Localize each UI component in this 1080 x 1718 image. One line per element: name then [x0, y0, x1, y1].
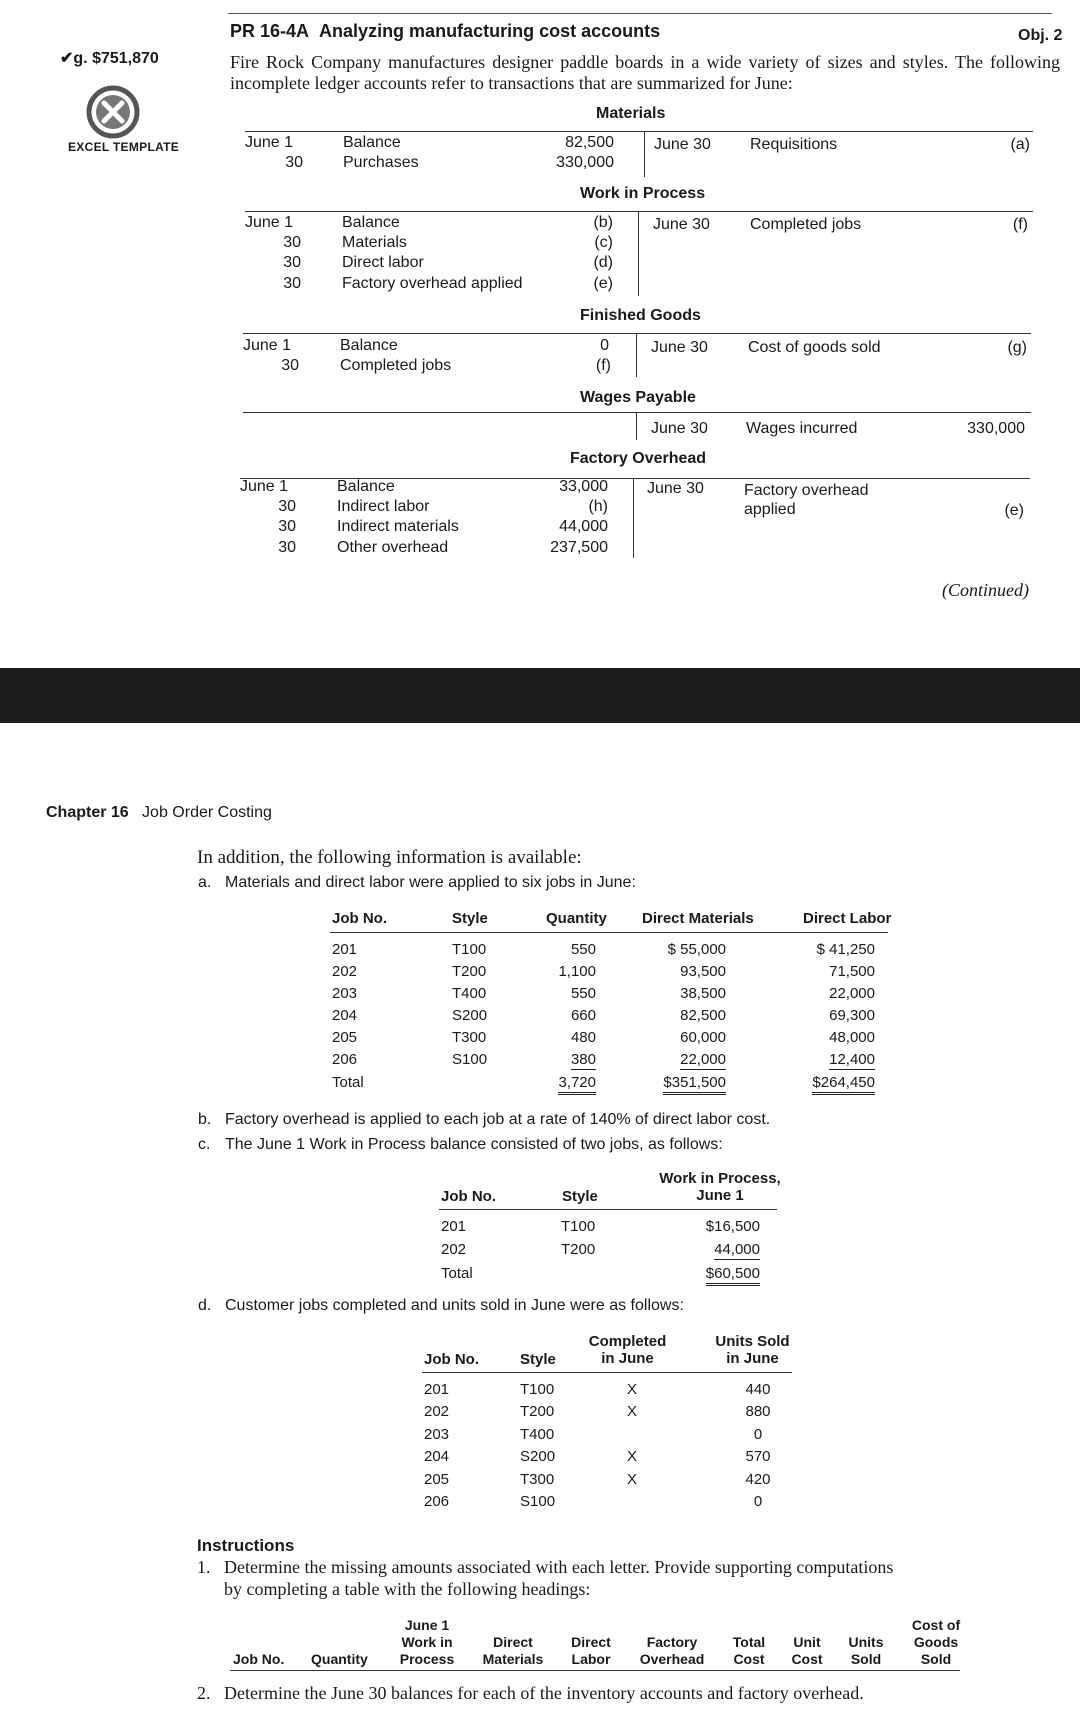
cell-wip-june1: 44,000 [714, 1241, 760, 1258]
cell-units-sold: 440 [745, 1380, 771, 1398]
cell-direct-materials: 82,500 [680, 1006, 726, 1024]
table-row [424, 1378, 842, 1401]
heading-fo-line2: Overhead [639, 1651, 705, 1667]
item-a-letter: a. [198, 874, 212, 891]
cell-total-direct-materials: $351,500 [663, 1074, 726, 1095]
ledger-amount: (d) [593, 254, 613, 271]
table-c [441, 1215, 760, 1285]
chapter-header [46, 804, 272, 822]
table-c-header-rule [439, 1209, 777, 1210]
cell-style: T400 [520, 1425, 555, 1443]
cell-style: T300 [452, 1028, 487, 1046]
excel-template-icon[interactable] [86, 85, 140, 139]
table-d-header: Units Sold [715, 1333, 790, 1350]
instructions-title: Instructions [197, 1536, 295, 1555]
ledger-amount: (a) [1010, 136, 1030, 153]
heading-wip-line3: Process [399, 1651, 455, 1667]
cell-direct-labor: 22,000 [829, 984, 875, 1002]
ledger-amount: (h) [588, 498, 608, 515]
ledger-desc: Cost of goods sold [748, 339, 881, 356]
account-title-wages-payable: Wages Payable [580, 389, 696, 406]
table-row [424, 1446, 842, 1469]
table-row [332, 1004, 875, 1026]
table-a-header: Job No. [332, 910, 387, 927]
table-row [424, 1468, 842, 1491]
cell-job-no: 203 [332, 984, 358, 1002]
ledger-desc: Balance [337, 478, 395, 495]
t-account-divider [638, 211, 639, 296]
ledger-date: 30 [278, 498, 296, 515]
heading-total-line2: Cost [733, 1651, 765, 1667]
table-c-header: Job No. [441, 1188, 496, 1205]
ledger-desc: Purchases [343, 154, 419, 171]
t-account-line [243, 333, 1031, 334]
heading-wip-line2: Work in [401, 1634, 453, 1650]
heading-wip-line1: June 1 [404, 1617, 450, 1633]
account-title-factory-overhead: Factory Overhead [570, 450, 707, 467]
ledger-desc: Indirect labor [337, 498, 430, 515]
cell-style: S200 [452, 1006, 488, 1024]
ledger-desc: Direct labor [342, 254, 424, 271]
heading-dm-line2: Materials [482, 1651, 544, 1667]
table-d [424, 1378, 842, 1513]
ledger-date: June 30 [653, 216, 710, 233]
chapter-title: Job Order Costing [142, 804, 272, 821]
table-a-header: Style [452, 910, 488, 927]
instruction-2-number: 2. [197, 1683, 211, 1703]
ledger-date: June 30 [654, 136, 711, 153]
ledger-amount: 82,500 [565, 134, 614, 151]
cell-completed: X [626, 1470, 637, 1488]
problem-title: Analyzing manufacturing cost accounts [319, 21, 661, 41]
cell-job-no: 201 [424, 1380, 450, 1398]
cell-completed: X [626, 1448, 637, 1466]
ledger-date: June 30 [651, 420, 708, 437]
cell-total-label: Total [332, 1073, 364, 1091]
table-row [332, 1026, 875, 1048]
instruction-1-line1: Determine the missing amounts associated with each letter. Provide supporting computations [224, 1557, 894, 1577]
cell-style: T100 [520, 1380, 555, 1398]
ledger-desc: Balance [343, 134, 401, 151]
cell-units-sold: 0 [753, 1425, 763, 1443]
table-row [332, 1048, 875, 1070]
cell-style: T200 [520, 1403, 555, 1421]
cell-quantity: 380 [570, 1050, 596, 1068]
ledger-amount: (g) [1007, 339, 1027, 356]
item-c-letter: c. [198, 1136, 211, 1153]
cell-job-no: 203 [424, 1425, 450, 1443]
cell-direct-labor: 71,500 [829, 962, 875, 980]
table-c-header: Style [562, 1188, 598, 1205]
ledger-desc: Wages incurred [746, 420, 858, 437]
ledger-desc: Balance [340, 337, 398, 354]
item-d-text: Customer jobs completed and units sold in June were as follows: [225, 1297, 684, 1314]
problem-id: PR 16-4A [230, 21, 310, 41]
top-rule [228, 13, 1052, 14]
cell-units-sold: 570 [745, 1448, 771, 1466]
cell-quantity: 480 [570, 1028, 596, 1046]
table-row [424, 1491, 842, 1514]
item-d-letter: d. [198, 1297, 212, 1314]
cell-job-no: 202 [424, 1403, 450, 1421]
continued-label: (Continued) [942, 580, 1029, 600]
cell-style: S100 [452, 1050, 488, 1068]
t-account-line [243, 412, 1031, 413]
cell-units-sold: 0 [753, 1493, 763, 1511]
cell-units-sold: 420 [745, 1470, 771, 1488]
t-account-divider [633, 478, 634, 558]
cell-job-no: 206 [332, 1050, 358, 1068]
table-d-header: in June [726, 1350, 779, 1367]
cell-direct-materials: 60,000 [680, 1028, 726, 1046]
cell-completed [590, 1491, 674, 1514]
item-a-text: Materials and direct labor were applied to six jobs in June: [225, 874, 636, 891]
headings-rule [230, 1670, 960, 1671]
table-row [441, 1238, 760, 1261]
table-row [441, 1215, 760, 1238]
cell-wip-june1: $16,500 [705, 1218, 760, 1235]
ledger-date: 30 [278, 539, 296, 556]
cell-quantity: 550 [570, 940, 596, 958]
cell-completed: X [626, 1380, 637, 1398]
heading-fo-line1: Factory [646, 1634, 698, 1650]
ledger-amount: 44,000 [559, 518, 608, 535]
table-row [424, 1423, 842, 1446]
cell-direct-materials: 38,500 [680, 984, 726, 1002]
cell-completed: X [626, 1403, 637, 1421]
cell-job-no: 204 [424, 1448, 450, 1466]
ledger-date: June 30 [647, 480, 704, 497]
cell-job-no: 205 [332, 1028, 358, 1046]
table-a-header: Direct Labor [803, 910, 892, 927]
cell-total-direct-labor: $264,450 [812, 1074, 875, 1095]
ledger-desc: Indirect materials [337, 518, 459, 535]
ledger-date: 30 [285, 154, 303, 171]
cell-quantity: 660 [570, 1006, 596, 1024]
table-c-header: June 1 [696, 1187, 744, 1204]
ledger-desc: Requisitions [750, 136, 838, 153]
ledger-desc: Other overhead [337, 539, 449, 556]
cell-direct-materials: 93,500 [680, 962, 726, 980]
page-divider-band [0, 668, 1080, 723]
heading-job-no: Job No. [233, 1651, 285, 1667]
ledger-desc: Materials [342, 234, 407, 251]
cell-direct-materials: 22,000 [680, 1050, 726, 1068]
cell-completed [590, 1423, 674, 1446]
cell-total-wip: $60,500 [706, 1265, 760, 1286]
cell-job-no: 202 [332, 962, 358, 980]
cell-job-no: 202 [441, 1241, 467, 1258]
heading-unit-line2: Cost [791, 1651, 823, 1667]
cell-quantity: 550 [570, 984, 596, 1002]
t-account-divider [644, 131, 645, 177]
table-row [332, 982, 875, 1004]
ledger-amount: (f) [1012, 216, 1028, 233]
ledger-amount: 330,000 [556, 154, 614, 171]
cell-direct-labor: 12,400 [829, 1050, 875, 1068]
cell-style: T200 [452, 962, 487, 980]
ledger-date: 30 [283, 275, 301, 292]
heading-cogs-line3: Sold [920, 1651, 952, 1667]
heading-quantity: Quantity [311, 1651, 368, 1667]
instruction-2-text: Determine the June 30 balances for each of the inventory accounts and factory overhead. [224, 1683, 864, 1703]
cell-style: T100 [452, 940, 487, 958]
ledger-amount: 330,000 [967, 420, 1025, 437]
answer-hint: ✔g. $751,870 [60, 50, 159, 67]
cell-job-no: 201 [332, 940, 358, 958]
ledger-desc: applied [744, 501, 796, 518]
cell-style: T300 [520, 1470, 555, 1488]
cell-direct-labor: 48,000 [829, 1028, 875, 1046]
table-c-header: Work in Process, [659, 1170, 781, 1187]
chapter-number: Chapter 16 [46, 804, 129, 821]
cell-style: S100 [520, 1493, 556, 1511]
table-row [332, 960, 875, 982]
ledger-desc: Completed jobs [750, 216, 862, 233]
cell-total-quantity: 3,720 [558, 1074, 596, 1095]
cell-total-label: Total [441, 1264, 473, 1282]
cell-direct-materials: $ 55,000 [667, 940, 726, 958]
table-a-header: Direct Materials [642, 910, 754, 927]
cell-job-no: 204 [332, 1006, 358, 1024]
heading-unit-line1: Unit [793, 1634, 821, 1650]
heading-cogs-line2: Goods [913, 1634, 959, 1650]
ledger-amount: 33,000 [559, 478, 608, 495]
ledger-desc: Balance [342, 214, 400, 231]
table-d-header-rule [422, 1372, 792, 1373]
ledger-date: 30 [283, 254, 301, 271]
account-title-wip: Work in Process [580, 185, 706, 202]
ledger-date: June 1 [243, 337, 292, 354]
cell-style: T400 [452, 984, 487, 1002]
heading-units-sold-line2: Sold [850, 1651, 882, 1667]
cell-job-no: 205 [424, 1470, 450, 1488]
ledger-date: June 30 [651, 339, 708, 356]
heading-dm-line1: Direct [493, 1634, 533, 1650]
cell-style: S200 [520, 1448, 556, 1466]
info-intro: In addition, the following information is available: [197, 847, 582, 868]
objective-label: Obj. 2 [1018, 27, 1063, 44]
heading-dl-line1: Direct [571, 1634, 611, 1650]
account-title-finished-goods: Finished Goods [580, 307, 701, 324]
ledger-date: June 1 [245, 134, 294, 151]
cell-job-no: 201 [441, 1218, 467, 1235]
ledger-amount: (c) [594, 234, 613, 251]
account-title-materials: Materials [596, 105, 666, 122]
ledger-amount: 237,500 [550, 539, 608, 556]
table-d-header: Job No. [424, 1351, 479, 1368]
table-d-header: Style [520, 1351, 556, 1368]
ledger-date: 30 [283, 234, 301, 251]
item-c-text: The June 1 Work in Process balance consisted of two jobs, as follows: [225, 1136, 723, 1153]
t-account-divider [636, 333, 637, 377]
cell-units-sold: 880 [745, 1403, 771, 1421]
table-total-row [441, 1261, 760, 1285]
instruction-1-number: 1. [197, 1557, 211, 1577]
ledger-amount: (f) [595, 357, 611, 374]
ledger-amount: 0 [600, 337, 609, 354]
ledger-desc: Factory overhead applied [342, 275, 523, 292]
table-a-header: Quantity [546, 910, 607, 927]
cell-direct-labor: $ 41,250 [816, 940, 875, 958]
heading-total-line1: Total [732, 1634, 766, 1650]
cell-style: T200 [561, 1241, 596, 1258]
table-total-row [332, 1070, 875, 1094]
cell-style: T100 [561, 1218, 596, 1235]
cell-quantity: 1,100 [558, 962, 596, 980]
ledger-desc: Factory overhead [744, 482, 869, 499]
item-b-text: Factory overhead is applied to each job at a rate of 140% of direct labor cost. [225, 1111, 771, 1128]
heading-cogs-line1: Cost of [911, 1617, 961, 1633]
t-account-line [245, 131, 1033, 132]
table-row [332, 938, 875, 960]
excel-template-label: EXCEL TEMPLATE [68, 140, 180, 154]
intro-text: Fire Rock Company manufactures designer paddle boards in a wide variety of sizes and styles. The following incomplete ledger accounts refer to transactions that are summarized for June: [230, 52, 1060, 93]
item-b-letter: b. [198, 1111, 212, 1128]
table-d-header: in June [601, 1350, 654, 1367]
ledger-date: June 1 [240, 478, 289, 495]
ledger-amount: (b) [593, 214, 613, 231]
table-a [332, 938, 875, 1094]
ledger-amount: (e) [1004, 502, 1024, 519]
t-account-divider [636, 412, 637, 440]
instruction-1-line2: by completing a table with the following headings: [224, 1579, 591, 1599]
ledger-amount: (e) [593, 275, 613, 292]
table-a-header-rule [330, 932, 888, 933]
problem-heading [230, 21, 660, 42]
table-row [424, 1401, 842, 1424]
table-d-header: Completed [588, 1333, 667, 1350]
cell-job-no: 206 [424, 1493, 450, 1511]
ledger-date: 30 [281, 357, 299, 374]
heading-dl-line2: Labor [571, 1651, 611, 1667]
ledger-date: June 1 [245, 214, 294, 231]
ledger-desc: Completed jobs [340, 357, 452, 374]
t-account-line [245, 211, 1033, 212]
heading-units-sold-line1: Units [848, 1634, 884, 1650]
ledger-date: 30 [278, 518, 296, 535]
cell-direct-labor: 69,300 [829, 1006, 875, 1024]
